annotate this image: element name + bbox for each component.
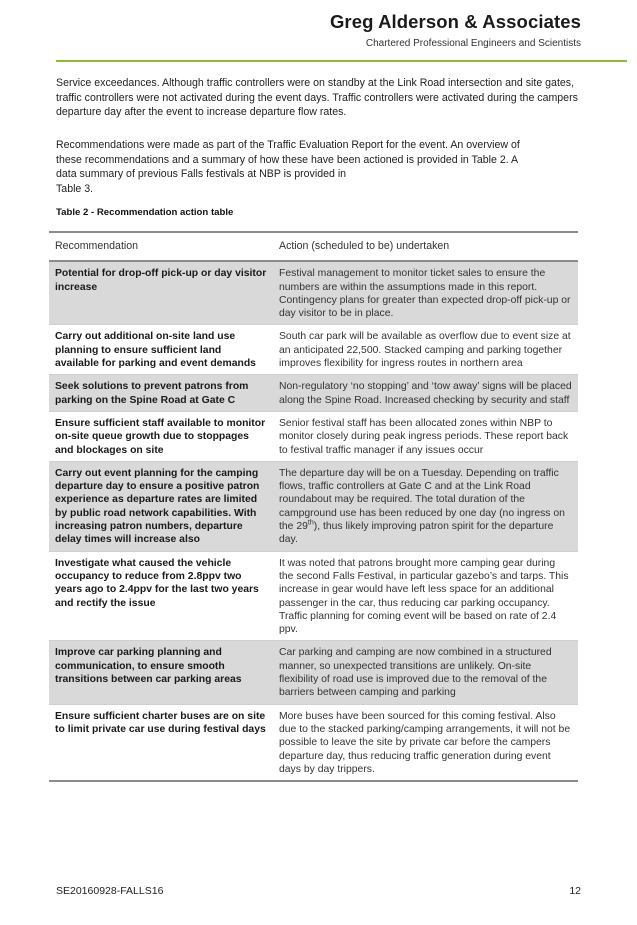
ordinal-superscript: th xyxy=(307,519,314,527)
company-name: Greg Alderson & Associates xyxy=(329,11,581,32)
action-cell: Non-regulatory ‘no stopping’ and ‘tow away’ signs will be placed along the Spine Road. Increased checking by security and staff xyxy=(273,375,578,412)
recommendation-cell: Carry out event planning for the camping departure day to ensure a positive patron experience as departure rates are limited by public road network capabilities. With increasing patron numbers, departure delay times will increase also xyxy=(49,461,273,551)
paragraph-line: data summary of previous Falls festivals at NBP is provided in xyxy=(56,168,347,181)
body-paragraph-recommendations xyxy=(56,138,580,196)
recommendation-cell: Carry out additional on-site land use planning to ensure sufficient land available for parking and event demands xyxy=(49,325,273,375)
table-row xyxy=(49,411,578,461)
action-cell xyxy=(273,461,578,551)
document-reference: SE20160928-FALLS16 xyxy=(56,885,164,897)
table-row xyxy=(49,641,578,704)
company-header xyxy=(330,11,581,49)
table-row xyxy=(49,325,578,375)
recommendation-cell: Potential for drop-off pick-up or day visitor increase xyxy=(49,261,273,325)
action-text: The departure day will be on a Tuesday. Depending on traffic flows, traffic controllers at Gate C and at the Link Road roundabout may be required. The total duration of the campground use has been reduced by one day (no ingress on the 29 xyxy=(279,467,565,533)
recommendation-action-table xyxy=(49,231,578,782)
action-cell: More buses have been sourced for this coming festival. Also due to the stacked parking/camping arrangements, it will not be possible to leave the site by private car before the campers departure day, thus reducing traffic generation during event days by day trippers. xyxy=(273,704,578,781)
table-header-row xyxy=(49,232,578,261)
company-tagline: Chartered Professional Engineers and Scientists xyxy=(365,38,581,49)
recommendation-cell: Seek solutions to prevent patrons from parking on the Spine Road at Gate C xyxy=(49,375,273,412)
table-row xyxy=(49,551,578,641)
header-divider xyxy=(56,60,627,62)
recommendation-cell: Ensure sufficient charter buses are on site to limit private car use during festival days xyxy=(49,704,273,781)
paragraph-line: Table 3. xyxy=(56,182,94,195)
recommendation-cell: Improve car parking planning and communication, to ensure smooth transitions between car parking areas xyxy=(49,641,273,704)
action-cell: Car parking and camping are now combined in a structured manner, so unexpected transitions are unlikely. On-site flexibility of road use is improved due to the removal of the barriers between camping and parking xyxy=(273,641,578,704)
table-row xyxy=(49,261,578,325)
recommendation-cell: Investigate what caused the vehicle occupancy to reduce from 2.8ppv two years ago to 2.4ppv for the last two years and rectify the issue xyxy=(49,551,273,641)
body-paragraph-service-exceedances: Service exceedances. Although traffic controllers were on standby at the Link Road intersection and site gates, traffic controllers were not activated during the event days. Traffic controllers were activated during the campers departure day after the event to increase departure flow rates. xyxy=(56,77,578,119)
table-row xyxy=(49,461,578,551)
column-header-recommendation: Recommendation xyxy=(49,232,273,261)
table-caption: Table 2 - Recommendation action table xyxy=(56,207,234,218)
table-row xyxy=(49,375,578,412)
paragraph-line: these recommendations and a summary of how these have been actioned is provided in Table 2. A xyxy=(56,153,519,166)
recommendation-cell: Ensure sufficient staff available to monitor on-site queue growth due to stoppages and blockages on site xyxy=(49,411,273,461)
action-cell: South car park will be available as overflow due to event size at an anticipated 22,500. Stacked camping and parking together improves flexibility for ingress routes in northern area xyxy=(273,325,578,375)
action-cell: It was noted that patrons brought more camping gear during the second Falls Festival, in particular gazebo’s and tarps. This increase in gear would have left less space for an additional passenger in the car, thus reducing car parking occupancy. Traffic planning for coming event will be based on rate of 2.4 ppv. xyxy=(273,551,578,641)
action-cell: Festival management to monitor ticket sales to ensure the numbers are within the assumptions made in this report. Contingency plans for greater than expected drop-off pick-up or day visitor to be in place. xyxy=(273,261,578,325)
action-cell: Senior festival staff has been allocated zones within NBP to monitor closely during peak ingress periods. These report back to festival traffic manager if any issues occur xyxy=(273,411,578,461)
paragraph-line: Recommendations were made as part of the Traffic Evaluation Report for the event. An overview of xyxy=(56,139,520,151)
page-number: 12 xyxy=(569,885,581,897)
column-header-action: Action (scheduled to be) undertaken xyxy=(273,232,578,261)
action-text: ), thus likely improving patron spirit for the departure day. xyxy=(279,521,554,546)
table-row xyxy=(49,704,578,781)
